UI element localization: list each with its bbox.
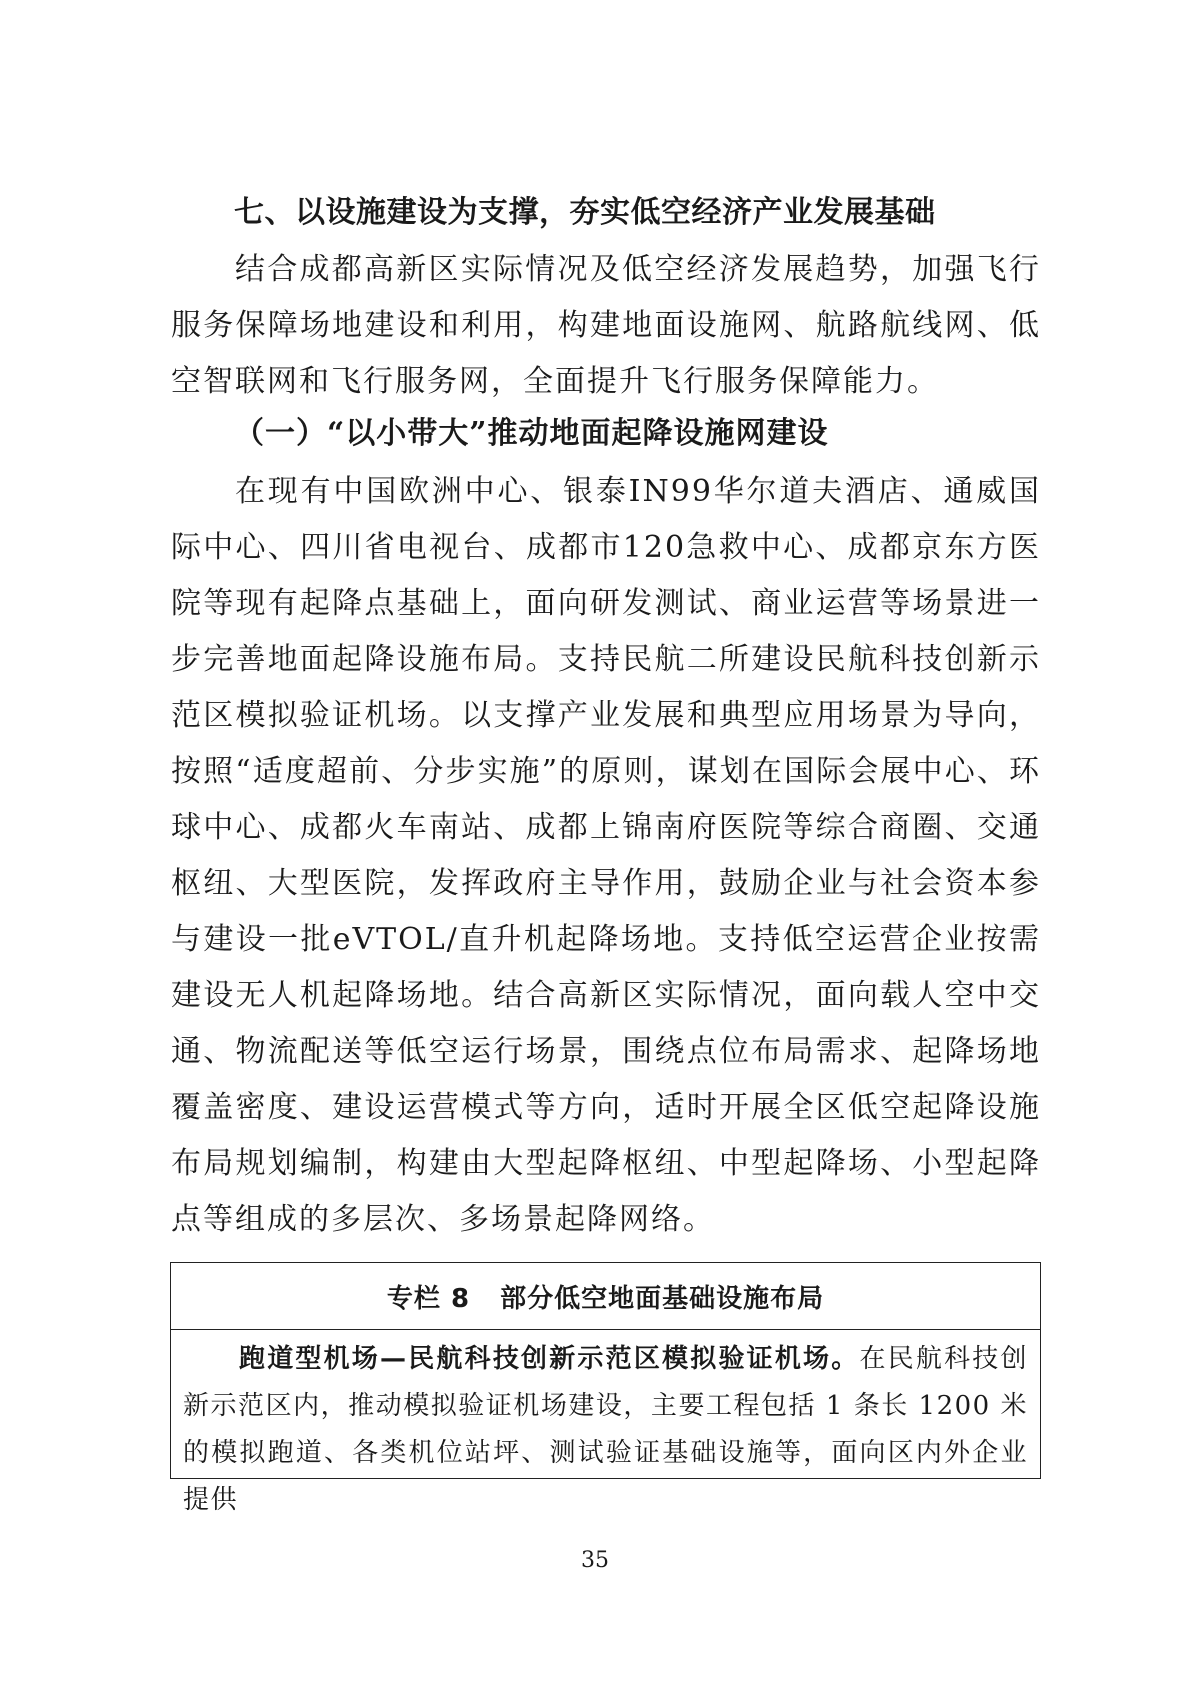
column-box-label: 专栏 8 xyxy=(386,1283,471,1314)
section-heading: 七、以设施建设为支撑，夯实低空经济产业发展基础 xyxy=(234,195,936,230)
column-box-lead: 跑道型机场—民航科技创新示范区模拟验证机场。 xyxy=(239,1344,860,1374)
intro-paragraph: 结合成都高新区实际情况及低空经济发展趋势，加强飞行服务保障场地建设和利用，构建地面设施网、航路航线网、低空智联网和飞行服务网，全面提升飞行服务保障能力。 xyxy=(171,252,1041,399)
column-box xyxy=(170,1262,1041,1515)
page-number: 35 xyxy=(581,1548,609,1573)
body-paragraph: 在现有中国欧洲中心、银泰IN99华尔道夫酒店、通威国际中心、四川省电视台、成都市120急救中心、成都京东方医院等现有起降点基础上，面向研发测试、商业运营等场景进一步完善地面起降设施布局。支持民航二所建设民航科技创新示范区模拟验证机场。以支撑产业发展和典型应用场景为导向，按照“适度超前、分步实施”的原则，谋划在国际会展中心、环球中心、成都火车南站、成都上锦南府医院等综合商圈、交通枢纽、大型医院，发挥政府主导作用，鼓励企业与社会资本参与建设一批eVTOL/直升机起降场地。支持低空运营企业按需建设无人机起降场地。结合高新区实际情况，面向载人空中交通、物流配送等低空运行场景，围绕点位布局需求、起降场地覆盖密度、建设运营模式等方向，适时开展全区低空起降设施布局规划编制，构建由大型起降枢纽、中型起降场、小型起降点等组成的多层次、多场景起降网络。 xyxy=(171,474,1041,1237)
column-box-text: 在民航科技创新示范区内，推动模拟验证机场建设，主要工程包括 1 条长 1200 米的模拟跑道、各类机位站坪、测试验证基础设施等，面向区内外企业提供 xyxy=(183,1344,1028,1515)
column-box-body xyxy=(171,1330,1040,1524)
column-box-heading: 部分低空地面基础设施布局 xyxy=(500,1283,825,1314)
column-box-title xyxy=(171,1263,1040,1330)
subsection-heading: （一）“以小带大”推动地面起降设施网建设 xyxy=(234,416,829,451)
